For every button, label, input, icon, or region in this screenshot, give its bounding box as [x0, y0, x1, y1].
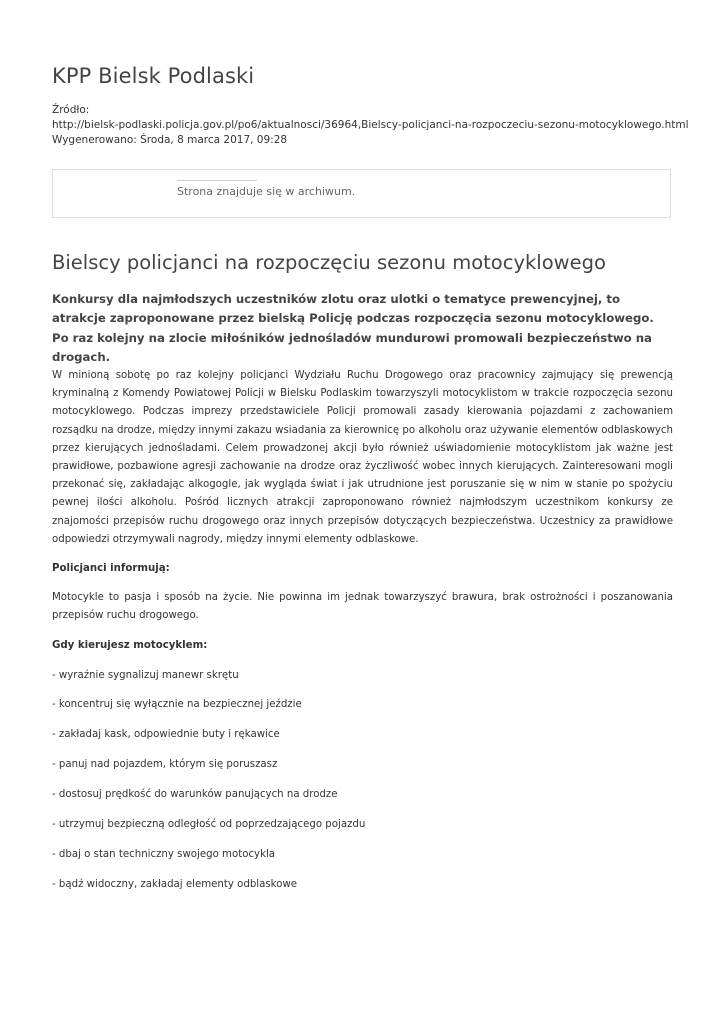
article-body: W minioną sobotę po raz kolejny policjanci Wydziału Ruchu Drogowego oraz pracownicy zajmujący się prewencją kryminalną z Komendy Powiatowej Policji w Bielsku Podlaskim towarzyszyli motocyklistom w trakcie rozpoczęcia sezonu motocyklowego. Podczas imprezy przedstawiciele Policji promowali zasady kierowania pojazdami z zachowaniem rozsądku na drodze, między innymi zakazu wsiadania za kierownicę po alkoholu oraz używanie elementów odblaskowych przez kierujących jednośladami. Celem prowadzonej akcji było również uświadomienie motocyklistom jak ważne jest prawidłowe, pozbawione agresji zachowanie na drodze oraz życzliwość wobec innych kierujących. Zainteresowani mogli przekonać się, zakładając alkogogle, jak wygląda świat i jak utrudnione jest poruszanie się w nim w stanie po spożyciu pewnej ilości alkoholu. Pośród licznych atrakcji zaproponowano również najmłodszym uczestnikom konkursy ze znajomości przepisów ruchu drogowego oraz innych przepisów dotyczących bezpieczeństwa. Uczestnicy za prawidłowe odpowiedzi otrzymywali nagrody, między innymi elementy odblaskowe.	[52, 370, 673, 545]
tip-item: - koncentruj się wyłącznie na bezpiecznej jeździe	[52, 699, 302, 711]
tip-item: - panuj nad pojazdem, którym się poruszasz	[52, 759, 278, 771]
archive-notice: Strona znajduje się w archiwum.	[177, 185, 356, 198]
tip-item: - wyraźnie sygnalizuj manewr skrętu	[52, 669, 239, 681]
tip-item: - zakładaj kask, odpowiednie buty i rękawice	[52, 729, 280, 741]
source-meta	[52, 103, 692, 148]
archive-notice-box	[52, 169, 671, 218]
site-title: KPP Bielsk Podlaski	[52, 64, 255, 88]
tips-heading: Gdy kierujesz motocyklem:	[52, 639, 208, 651]
tip-item: - dbaj o stan techniczny swojego motocykla	[52, 848, 276, 860]
generated-date: Wygenerowano: Środa, 8 marca 2017, 09:28	[52, 134, 288, 146]
article-title: Bielscy policjanci na rozpoczęciu sezonu motocyklowego	[52, 251, 606, 274]
tip-item: - utrzymuj bezpieczną odległość od poprzedzającego pojazdu	[52, 818, 366, 830]
archive-divider	[177, 180, 257, 181]
article-lead: Konkursy dla najmłodszych uczestników zlotu oraz ulotki o tematyce prewencyjnej, to atrakcje zaproponowane przez bielską Policję podczas rozpoczęcia sezonu motocyklowego. Po raz kolejny na zlocie miłośników jednośladów mundurowi promowali bezpieczeństwo na drogach.	[52, 292, 654, 364]
tip-item: - bądź widoczny, zakładaj elementy odblaskowe	[52, 878, 298, 890]
info-heading: Policjanci informują:	[52, 563, 170, 575]
article-content	[52, 367, 673, 894]
source-label: Źródło:	[52, 104, 90, 116]
info-text: Motocykle to pasja i sposób na życie. Nie powinna im jednak towarzyszyć brawura, brak ostrożności i poszanowania przepisów ruchu drogowego.	[52, 592, 673, 622]
source-url[interactable]: http://bielsk-podlaski.policja.gov.pl/po6/aktualnosci/36964,Bielscy-policjanci-na-rozpoczeciu-sezonu-motocyklowego.html	[52, 119, 689, 131]
info-heading-para	[52, 560, 673, 578]
tip-item: - dostosuj prędkość do warunków panujących na drodze	[52, 789, 338, 801]
tips-heading-para	[52, 637, 673, 655]
